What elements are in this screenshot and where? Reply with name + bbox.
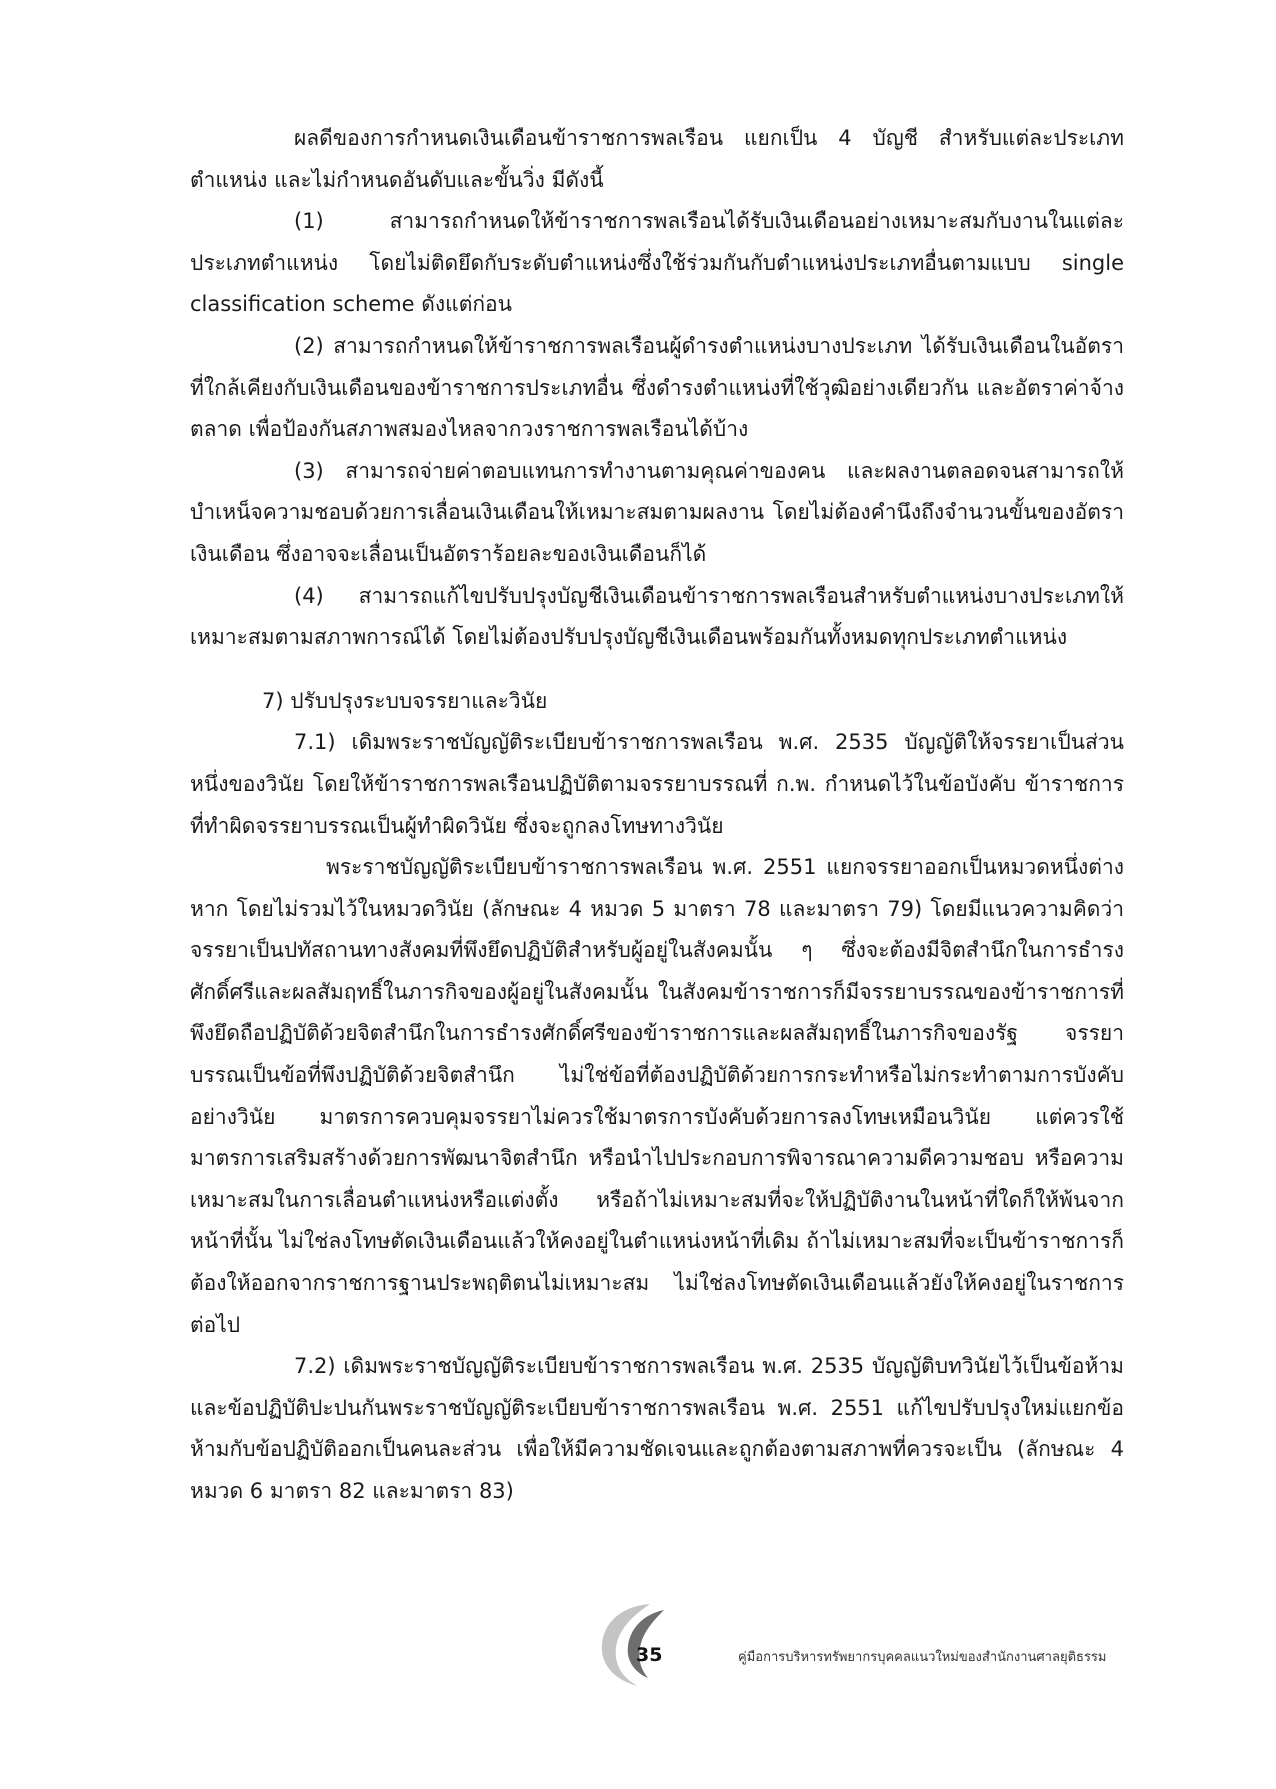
intro-paragraph: ผลดีของการกำหนดเงินเดือนข้าราชการพลเรือน แยกเป็น 4 บัญชี สำหรับแต่ละประเภทตำแหน่ง และไม่กำหนดอันดับและขั้นวิ่ง มีดังนี้ [190,126,1124,192]
item-3-paragraph: (3) สามารถจ่ายค่าตอบแทนการทำงานตามคุณค่าของคน และผลงานตลอดจนสามารถให้บำเหน็จความชอบด้วยการเลื่อนเงินเดือนให้เหมาะสมตามผลงาน โดยไม่ต้องคำนึงถึงจำนวนขั้นของอัตราเงินเดือน ซึ่งอาจจะเลื่อนเป็นอัตราร้อยละของเงินเดือนก็ได้ [190,458,1124,566]
court-swirl-logo-icon [582,1600,682,1688]
section-7-1-continued-paragraph: พระราชบัญญัติระเบียบข้าราชการพลเรือน พ.ศ. 2551 แยกจรรยาออกเป็นหมวดหนึ่งต่างหาก โดยไม่รวมไว้ในหมวดวินัย (ลักษณะ 4 หมวด 5 มาตรา 78 และมาตรา 79) โดยมีแนวความคิดว่า จรรยาเป็นปทัสถานทางสังคมที่พึงยึดปฏิบัติสำหรับผู้อยู่ในสังคมนั้น ๆ ซึ่งจะต้องมีจิตสำนึกในการธำรงศักดิ์ศรีและผลสัมฤทธิ์ในภารกิจของผู้อยู่ในสังคมนั้น ในสังคมข้าราชการก็มีจรรยาบรรณของข้าราชการที่พึงยึดถือปฏิบัติด้วยจิตสำนึกในการธำรงศักดิ์ศรีของข้าราชการและผลสัมฤทธิ์ในภารกิจของรัฐ จรรยาบรรณเป็นข้อที่พึงปฏิบัติด้วยจิตสำนึก ไม่ใช่ข้อที่ต้องปฏิบัติด้วยการกระทำหรือไม่กระทำตามการบังคับอย่างวินัย มาตรการควบคุมจรรยาไม่ควรใช้มาตรการบังคับด้วยการลงโทษเหมือนวินัย แต่ควรใช้มาตรการเสริมสร้างด้วยการพัฒนาจิตสำนึก หรือนำไปประกอบการพิจารณาความดีความชอบ หรือความเหมาะสมในการเลื่อนตำแหน่งหรือแต่งตั้ง หรือถ้าไม่เหมาะสมที่จะให้ปฏิบัติงานในหน้าที่ใดก็ให้พ้นจากหน้าที่นั้น ไม่ใช่ลงโทษตัดเงินเดือนแล้วให้คงอยู่ในตำแหน่งหน้าที่เดิม ถ้าไม่เหมาะสมที่จะเป็นข้าราชการก็ต้องให้ออกจากราชการฐานประพฤติตนไม่เหมาะสม ไม่ใช่ลงโทษตัดเงินเดือนแล้วยังให้คงอยู่ในราชการต่อไป [190,855,1124,1337]
item-4-paragraph: (4) สามารถแก้ไขปรับปรุงบัญชีเงินเดือนข้าราชการพลเรือนสำหรับตำแหน่งบางประเภทให้เหมาะสมตามสภาพการณ์ได้ โดยไม่ต้องปรับปรุงบัญชีเงินเดือนพร้อมกันทั้งหมดทุกประเภทตำแหน่ง [190,583,1124,650]
page-number: 35 [636,1644,663,1666]
section-7-heading: 7) ปรับปรุงระบบจรรยาและวินัย [262,688,548,713]
page-footer [0,1600,1276,1690]
section-7-2-paragraph: 7.2) เดิมพระราชบัญญัติระเบียบข้าราชการพลเรือน พ.ศ. 2535 บัญญัติบทวินัยไว้เป็นข้อห้ามและข้อปฏิบัติปะปนกันพระราชบัญญัติระเบียบข้าราชการพลเรือน พ.ศ. 2551 แก้ไขปรับปรุงใหม่แยกข้อห้ามกับข้อปฏิบัติออกเป็นคนละส่วน เพื่อให้มีความชัดเจนและถูกต้องตามสภาพที่ควรจะเป็น (ลักษณะ 4 หมวด 6 มาตรา 82 และมาตรา 83) [190,1354,1124,1503]
item-2-paragraph: (2) สามารถกำหนดให้ข้าราชการพลเรือนผู้ดำรงตำแหน่งบางประเภท ได้รับเงินเดือนในอัตราที่ใกล้เคียงกับเงินเดือนของข้าราชการประเภทอื่น ซึ่งดำรงตำแหน่งที่ใช้วุฒิอย่างเดียวกัน และอัตราค่าจ้างตลาด เพื่อป้องกันสภาพสมองไหลจากวงราชการพลเรือนได้บ้าง [190,333,1124,442]
document-body [190,118,1124,1513]
section-7-1-paragraph: 7.1) เดิมพระราชบัญญัติระเบียบข้าราชการพลเรือน พ.ศ. 2535 บัญญัติให้จรรยาเป็นส่วนหนึ่งของวินัย โดยให้ข้าราชการพลเรือนปฏิบัติตามจรรยาบรรณที่ ก.พ. กำหนดไว้ในข้อบังคับ ข้าราชการที่ทำผิดจรรยาบรรณเป็นผู้ทำผิดวินัย ซึ่งจะถูกลงโทษทางวินัย [190,730,1124,838]
footer-manual-title: คู่มือการบริหารทรัพยากรบุคคลแนวใหม่ของสำนักงานศาลยุติธรรม [738,1650,1107,1665]
item-1-paragraph: (1) สามารถกำหนดให้ข้าราชการพลเรือนได้รับเงินเดือนอย่างเหมาะสมกับงานในแต่ละประเภทตำแหน่ง โดยไม่ติดยึดกับระดับตำแหน่งซึ่งใช้ร่วมกันกับตำแหน่งประเภทอื่นตามแบบ single classification scheme ดังแต่ก่อน [190,209,1124,317]
